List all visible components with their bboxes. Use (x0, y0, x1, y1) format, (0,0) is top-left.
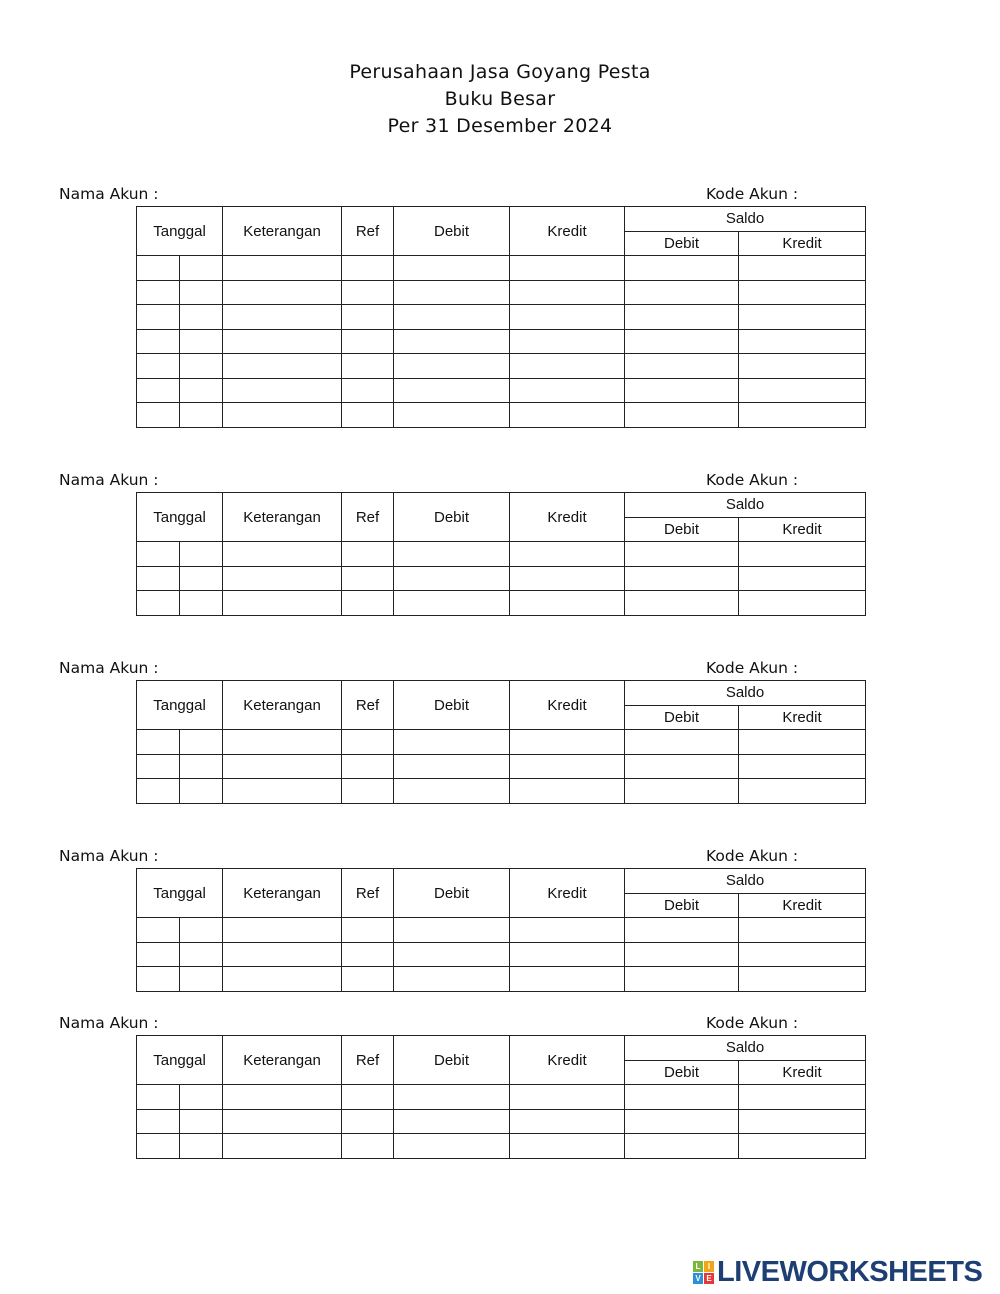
table-cell[interactable] (510, 918, 625, 943)
table-cell[interactable] (739, 591, 866, 616)
table-cell[interactable] (625, 1134, 739, 1159)
table-cell[interactable] (510, 754, 625, 779)
table-cell[interactable] (137, 754, 180, 779)
table-cell[interactable] (739, 403, 866, 428)
table-cell[interactable] (137, 280, 180, 305)
table-cell[interactable] (342, 779, 394, 804)
company-name: Perusahaan Jasa Goyang Pesta (349, 61, 651, 83)
table-cell[interactable] (137, 566, 180, 591)
table-row (137, 967, 866, 992)
table-cell[interactable] (394, 354, 510, 379)
table-cell[interactable] (180, 566, 223, 591)
col-debit: Debit (394, 1036, 510, 1085)
table-cell[interactable] (180, 378, 223, 403)
col-date: Tanggal (137, 493, 223, 542)
table-cell[interactable] (510, 329, 625, 354)
col-date: Tanggal (137, 207, 223, 256)
col-credit: Kredit (510, 207, 625, 256)
document-title: Buku Besar (444, 88, 556, 110)
table-row (137, 256, 866, 281)
table-cell[interactable] (625, 566, 739, 591)
table-cell[interactable] (739, 566, 866, 591)
table-cell[interactable] (510, 378, 625, 403)
table-cell[interactable] (625, 378, 739, 403)
table-cell[interactable] (223, 730, 342, 755)
table-cell[interactable] (223, 403, 342, 428)
table-cell[interactable] (137, 591, 180, 616)
col-balance-credit: Kredit (739, 705, 866, 730)
col-balance-credit: Kredit (739, 1060, 866, 1085)
table-cell[interactable] (342, 566, 394, 591)
table-cell[interactable] (394, 305, 510, 330)
table-cell[interactable] (223, 542, 342, 567)
header-row (137, 681, 866, 706)
header-row (137, 869, 866, 894)
table-cell[interactable] (510, 403, 625, 428)
table-row (137, 754, 866, 779)
table-row (137, 1134, 866, 1159)
col-debit: Debit (394, 493, 510, 542)
col-date: Tanggal (137, 869, 223, 918)
col-date: Tanggal (137, 681, 223, 730)
table-cell[interactable] (137, 256, 180, 281)
col-balance: Saldo (625, 681, 866, 706)
table-cell[interactable] (394, 403, 510, 428)
table-cell[interactable] (739, 329, 866, 354)
table-cell[interactable] (137, 305, 180, 330)
table-cell[interactable] (625, 1085, 739, 1110)
account-code-label: Kode Akun : (706, 847, 799, 865)
table-cell[interactable] (180, 280, 223, 305)
table-cell[interactable] (223, 942, 342, 967)
table-cell[interactable] (625, 256, 739, 281)
col-debit: Debit (394, 207, 510, 256)
table-cell[interactable] (739, 730, 866, 755)
col-balance-debit: Debit (625, 893, 739, 918)
col-balance-debit: Debit (625, 517, 739, 542)
table-cell[interactable] (342, 918, 394, 943)
table-cell[interactable] (510, 591, 625, 616)
account-name-label: Nama Akun : (59, 1014, 159, 1032)
table-cell[interactable] (394, 329, 510, 354)
table-cell[interactable] (180, 730, 223, 755)
table-cell[interactable] (180, 967, 223, 992)
table-cell[interactable] (625, 1109, 739, 1134)
table-row (137, 542, 866, 567)
col-balance-debit: Debit (625, 1060, 739, 1085)
table-cell[interactable] (180, 256, 223, 281)
table-cell[interactable] (625, 403, 739, 428)
table-cell[interactable] (342, 403, 394, 428)
table-cell[interactable] (625, 329, 739, 354)
col-description: Keterangan (223, 1036, 342, 1085)
table-cell[interactable] (223, 566, 342, 591)
account-code-label: Kode Akun : (706, 659, 799, 677)
table-cell[interactable] (510, 256, 625, 281)
col-debit: Debit (394, 869, 510, 918)
account-name-label: Nama Akun : (59, 185, 159, 203)
header-row (137, 207, 866, 232)
logo-blocks-icon (693, 1261, 714, 1284)
table-cell[interactable] (625, 280, 739, 305)
table-row (137, 305, 866, 330)
table-cell[interactable] (739, 1134, 866, 1159)
table-cell[interactable] (739, 280, 866, 305)
table-cell[interactable] (342, 754, 394, 779)
table-cell[interactable] (342, 329, 394, 354)
col-balance: Saldo (625, 493, 866, 518)
table-cell[interactable] (223, 1109, 342, 1134)
table-row (137, 403, 866, 428)
table-row (137, 591, 866, 616)
table-cell[interactable] (180, 591, 223, 616)
table-cell[interactable] (739, 918, 866, 943)
table-row (137, 918, 866, 943)
table-row (137, 378, 866, 403)
ledger-table (136, 206, 866, 428)
table-cell[interactable] (137, 1134, 180, 1159)
table-row (137, 779, 866, 804)
table-cell[interactable] (180, 1109, 223, 1134)
table-cell[interactable] (137, 542, 180, 567)
table-cell[interactable] (394, 280, 510, 305)
liveworksheets-logo (693, 1256, 982, 1289)
table-cell[interactable] (223, 280, 342, 305)
table-row (137, 942, 866, 967)
table-cell[interactable] (510, 967, 625, 992)
col-ref: Ref (342, 1036, 394, 1085)
table-cell[interactable] (342, 1109, 394, 1134)
table-row (137, 1085, 866, 1110)
col-balance-credit: Kredit (739, 517, 866, 542)
col-date: Tanggal (137, 1036, 223, 1085)
table-cell[interactable] (510, 1085, 625, 1110)
table-cell[interactable] (510, 305, 625, 330)
table-cell[interactable] (739, 779, 866, 804)
header-row (137, 493, 866, 518)
table-cell[interactable] (739, 378, 866, 403)
table-cell[interactable] (137, 779, 180, 804)
col-balance: Saldo (625, 207, 866, 232)
table-cell[interactable] (394, 754, 510, 779)
col-credit: Kredit (510, 681, 625, 730)
table-cell[interactable] (223, 354, 342, 379)
table-cell[interactable] (137, 329, 180, 354)
table-cell[interactable] (739, 1085, 866, 1110)
col-ref: Ref (342, 207, 394, 256)
table-cell[interactable] (180, 403, 223, 428)
table-cell[interactable] (625, 305, 739, 330)
table-cell[interactable] (180, 918, 223, 943)
table-cell[interactable] (625, 918, 739, 943)
col-balance: Saldo (625, 1036, 866, 1061)
table-cell[interactable] (137, 378, 180, 403)
table-cell[interactable] (625, 354, 739, 379)
table-cell[interactable] (180, 779, 223, 804)
table-cell[interactable] (223, 1085, 342, 1110)
col-description: Keterangan (223, 681, 342, 730)
table-cell[interactable] (739, 354, 866, 379)
table-cell[interactable] (739, 754, 866, 779)
col-balance: Saldo (625, 869, 866, 894)
table-cell[interactable] (137, 918, 180, 943)
table-cell[interactable] (739, 305, 866, 330)
table-cell[interactable] (223, 591, 342, 616)
logo-block: I (704, 1261, 714, 1272)
ledger-table (136, 492, 866, 616)
table-cell[interactable] (223, 967, 342, 992)
table-cell[interactable] (510, 354, 625, 379)
ledger-table (136, 1035, 866, 1159)
table-cell[interactable] (625, 779, 739, 804)
col-debit: Debit (394, 681, 510, 730)
table-row (137, 566, 866, 591)
table-cell[interactable] (342, 256, 394, 281)
table-cell[interactable] (137, 1085, 180, 1110)
table-cell[interactable] (625, 754, 739, 779)
table-cell[interactable] (342, 305, 394, 330)
col-balance-credit: Kredit (739, 893, 866, 918)
table-cell[interactable] (342, 354, 394, 379)
table-cell[interactable] (739, 942, 866, 967)
table-cell[interactable] (180, 942, 223, 967)
logo-block: E (704, 1273, 714, 1284)
table-cell[interactable] (137, 730, 180, 755)
table-cell[interactable] (342, 542, 394, 567)
table-cell[interactable] (394, 1085, 510, 1110)
table-cell[interactable] (180, 1085, 223, 1110)
table-cell[interactable] (394, 256, 510, 281)
table-cell[interactable] (394, 378, 510, 403)
table-cell[interactable] (180, 329, 223, 354)
table-cell[interactable] (137, 354, 180, 379)
table-cell[interactable] (394, 1109, 510, 1134)
col-description: Keterangan (223, 207, 342, 256)
col-ref: Ref (342, 869, 394, 918)
col-credit: Kredit (510, 493, 625, 542)
col-balance-credit: Kredit (739, 231, 866, 256)
table-cell[interactable] (625, 730, 739, 755)
table-cell[interactable] (739, 256, 866, 281)
col-balance-debit: Debit (625, 231, 739, 256)
table-cell[interactable] (137, 403, 180, 428)
col-ref: Ref (342, 493, 394, 542)
table-cell[interactable] (137, 942, 180, 967)
table-cell[interactable] (223, 329, 342, 354)
table-cell[interactable] (180, 354, 223, 379)
table-cell[interactable] (394, 779, 510, 804)
table-cell[interactable] (223, 918, 342, 943)
table-cell[interactable] (394, 967, 510, 992)
table-cell[interactable] (625, 942, 739, 967)
table-cell[interactable] (180, 1134, 223, 1159)
table-cell[interactable] (510, 1134, 625, 1159)
table-cell[interactable] (137, 967, 180, 992)
table-cell[interactable] (510, 730, 625, 755)
logo-text: LIVEWORKSHEETS (717, 1256, 983, 1288)
table-cell[interactable] (223, 305, 342, 330)
table-cell[interactable] (180, 542, 223, 567)
table-cell[interactable] (625, 591, 739, 616)
table-cell[interactable] (394, 566, 510, 591)
table-cell[interactable] (739, 967, 866, 992)
table-cell[interactable] (394, 918, 510, 943)
table-cell[interactable] (180, 305, 223, 330)
account-name-label: Nama Akun : (59, 659, 159, 677)
account-code-label: Kode Akun : (706, 185, 799, 203)
table-cell[interactable] (510, 542, 625, 567)
table-cell[interactable] (510, 1109, 625, 1134)
table-cell[interactable] (342, 730, 394, 755)
table-cell[interactable] (342, 1134, 394, 1159)
table-cell[interactable] (223, 1134, 342, 1159)
table-cell[interactable] (739, 542, 866, 567)
account-code-label: Kode Akun : (706, 1014, 799, 1032)
account-code-label: Kode Akun : (706, 471, 799, 489)
period: Per 31 Desember 2024 (387, 115, 613, 137)
table-cell[interactable] (223, 378, 342, 403)
table-cell[interactable] (510, 779, 625, 804)
table-cell[interactable] (342, 967, 394, 992)
table-cell[interactable] (342, 280, 394, 305)
logo-block: V (693, 1273, 703, 1284)
table-cell[interactable] (394, 1134, 510, 1159)
col-credit: Kredit (510, 869, 625, 918)
table-cell[interactable] (342, 942, 394, 967)
ledger-table (136, 868, 866, 992)
table-cell[interactable] (510, 566, 625, 591)
table-cell[interactable] (342, 591, 394, 616)
table-cell[interactable] (342, 378, 394, 403)
account-name-label: Nama Akun : (59, 471, 159, 489)
table-cell[interactable] (394, 591, 510, 616)
table-row (137, 730, 866, 755)
table-cell[interactable] (510, 942, 625, 967)
table-cell[interactable] (394, 542, 510, 567)
table-row (137, 354, 866, 379)
table-cell[interactable] (625, 967, 739, 992)
table-cell[interactable] (223, 779, 342, 804)
table-cell[interactable] (137, 1109, 180, 1134)
account-name-label: Nama Akun : (59, 847, 159, 865)
ledger-table (136, 680, 866, 804)
table-cell[interactable] (394, 942, 510, 967)
table-row (137, 1109, 866, 1134)
col-description: Keterangan (223, 493, 342, 542)
logo-block: L (693, 1261, 703, 1272)
col-description: Keterangan (223, 869, 342, 918)
table-row (137, 280, 866, 305)
col-ref: Ref (342, 681, 394, 730)
header-row (137, 1036, 866, 1061)
table-cell[interactable] (625, 542, 739, 567)
col-balance-debit: Debit (625, 705, 739, 730)
table-row (137, 329, 866, 354)
table-cell[interactable] (342, 1085, 394, 1110)
table-cell[interactable] (223, 256, 342, 281)
table-cell[interactable] (510, 280, 625, 305)
col-credit: Kredit (510, 1036, 625, 1085)
table-cell[interactable] (180, 754, 223, 779)
table-cell[interactable] (223, 754, 342, 779)
table-cell[interactable] (739, 1109, 866, 1134)
table-cell[interactable] (394, 730, 510, 755)
